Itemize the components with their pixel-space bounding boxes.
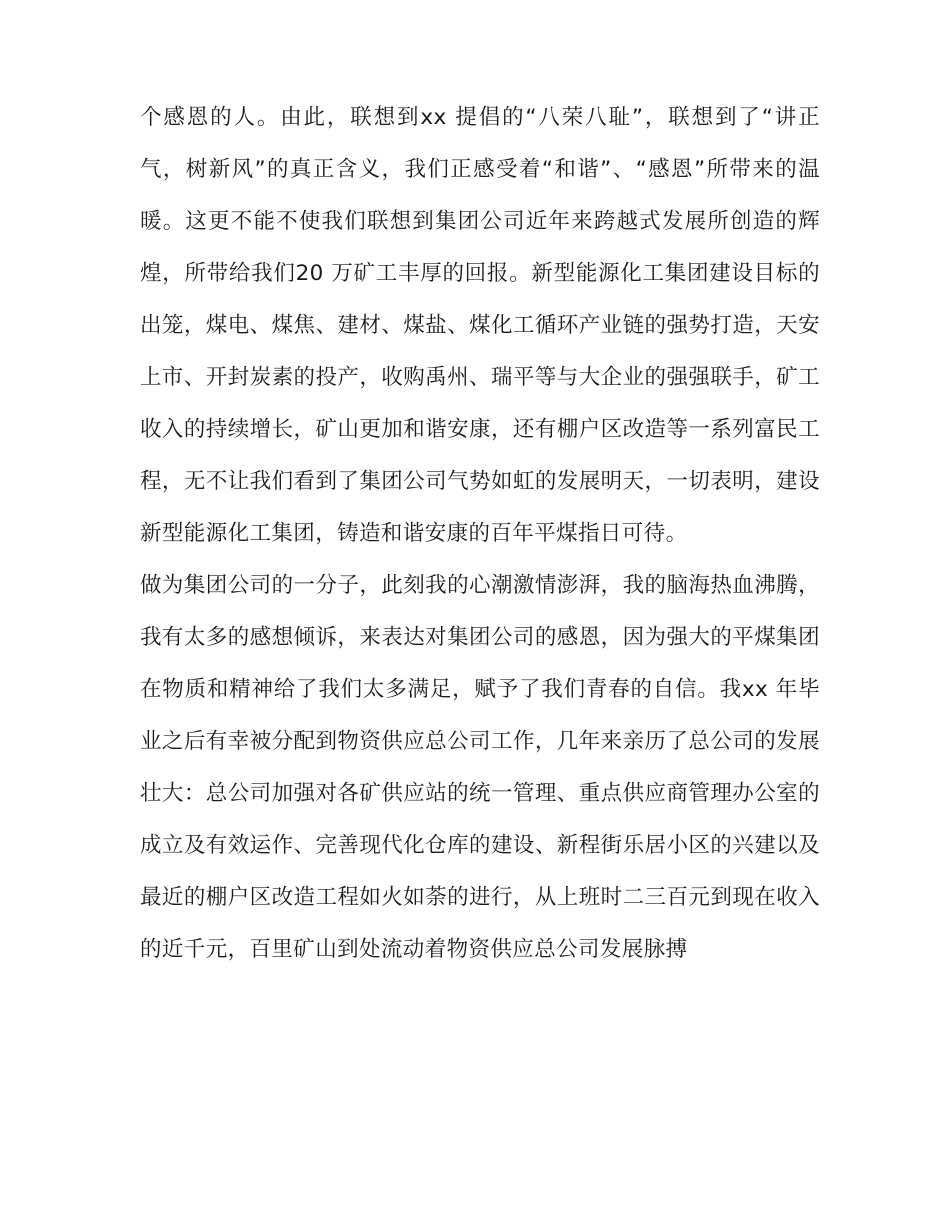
document-body — [140, 92, 820, 976]
paragraph-1: 个感恩的人。由此，联想到xx 提倡的“八荣八耻”，联想到了“讲正气，树新风”的真正含义，我们正感受着“和谐”、“感恩”所带来的温暖。这更不能不使我们联想到集团公司近年来跨越式发展所创造的辉煌，所带给我们20 万矿工丰厚的回报。新型能源化工集团建设目标的出笼，煤电、煤焦、建材、煤盐、煤化工循环产业链的强势打造，天安上市、开封炭素的投产，收购禹州、瑞平等与大企业的强强联手，矿工收入的持续增长，矿山更加和谐安康，还有棚户区改造等一系列富民工程，无不让我们看到了集团公司气势如虹的发展明天，一切表明，建设新型能源化工集团，铸造和谐安康的百年平煤指日可待。 — [140, 105, 820, 546]
paragraph-2: 做为集团公司的一分子，此刻我的心潮激情澎湃，我的脑海热血沸腾，我有太多的感想倾诉，来表达对集团公司的感恩，因为强大的平煤集团在物质和精神给了我们太多满足，赋予了我们青春的自信。我xx 年毕业之后有幸被分配到物资供应总公司工作，几年来亲历了总公司的发展壮大：总公司加强对各矿供应站的统一管理、重点供应商管理办公室的成立及有效运作、完善现代化仓库的建设、新程街乐居小区的兴建以及最近的棚户区改造工程如火如荼的进行，从上班时二三百元到现在收入的近千元，百里矿山到处流动着物资供应总公司发展脉搏 — [140, 573, 820, 962]
